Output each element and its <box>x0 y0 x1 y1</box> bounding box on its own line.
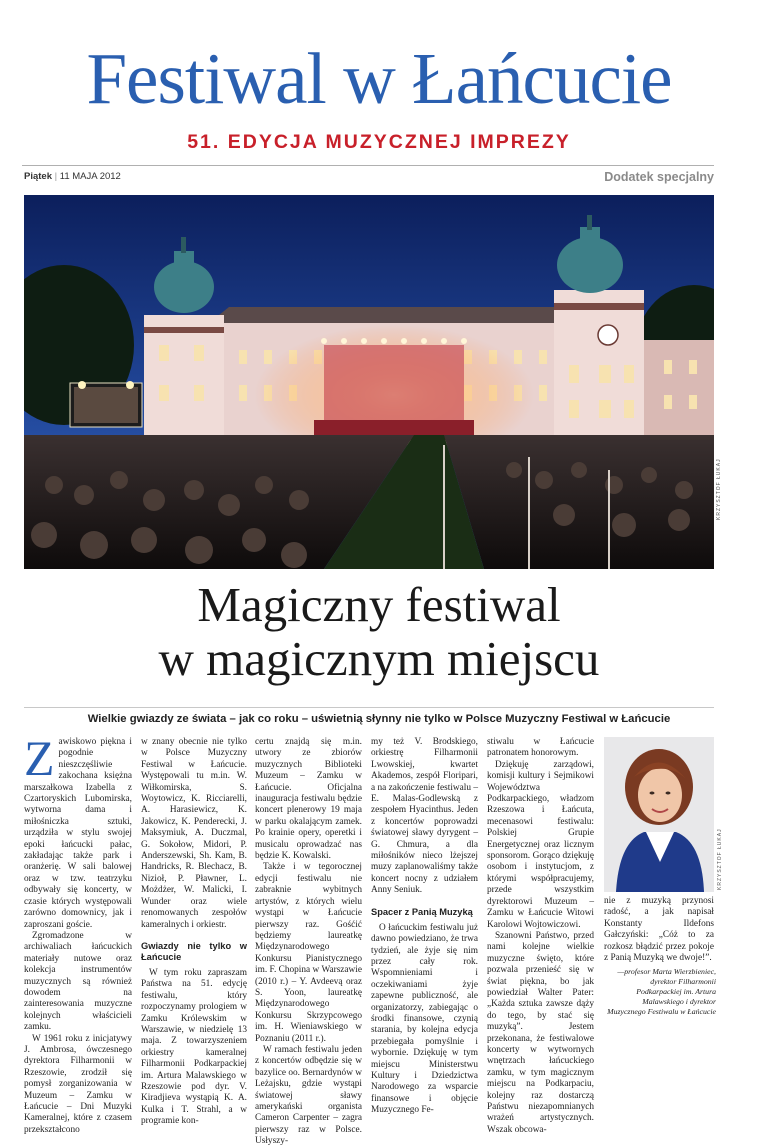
dateline-day: Piątek <box>24 171 52 182</box>
article-column-2 <box>141 737 247 1128</box>
col1-paragraph-3: W 1961 roku z inicjatywy J. Ambrosa, ówczesnego dyrektora Filharmonii w Rzeszowie, zrodził się pomysł zorganizowania w Muzeum – Zamku w Łańcucie – Dni Muzyki Kameralnej, które z czasem przekształcono <box>24 1033 132 1135</box>
dateline-date: 11 MAJA 2012 <box>59 171 121 182</box>
headline-line-2: w magicznym miejscu <box>158 631 600 686</box>
top-divider <box>22 165 714 166</box>
article-column-5 <box>487 737 594 1136</box>
headline-divider <box>24 707 714 708</box>
col4-subheading: Spacer z Panią Muzyką <box>371 906 473 917</box>
article-column-3 <box>255 737 362 1148</box>
col3-paragraph-3: W ramach festiwalu jeden z koncertów odbędzie się w bazylice oo. Bernardynów w Leżajsku, gdzie wystąpi światowej sławy amerykański organista Cameron Carpenter – zagra pierwszy raz w Polsce. Usłyszy- <box>255 1044 362 1147</box>
col5-paragraph-2: Dziękuję zarządowi, komisji kultury i Sejmikowi Województwa Podkarpackiego, władzom Rzeszowa i Łańcuta, mecenasowi festiwalu: Polskiej Grupie Energetycznej oraz licznym sponsorom. Gorąco dziękuję osobom i instytucjom, z którymi współpracujemy, przede wszystkim dyrektorowi Muzeum – Zamku w Łańcucie Witowi Karolowi Wojtowiczowi. <box>487 759 594 930</box>
col2-paragraph-2: W tym roku zapraszam Państwa na 51. edycję festiwalu, który rozpoczynamy prologiem w Zamku Królewskim w Warszawie, w niedzielę 13 maja. Z towarzyszeniem orkiestry kameralnej Filharmonii Podkarpackiej im. Artura Malawskiego w Rzeszowie pod dyr. V. Kiradjieva wystąpią K. A. Kulka i T. Strahl, a w programie kon- <box>141 967 247 1127</box>
col3-paragraph-2: Także i w tegorocznej edycji festiwalu nie zabraknie wybitnych artystów, z których wielu wystąpi w Łańcucie pierwszy raz. Gośćić będziemy laureatkę Międzynarodowego Konkursu Pianistycznego im. F. Chopina w Warszawie (2010 r.) – Y. Avdeevą oraz S. Yoon, laureatkę Międzynarodowego Konkursu Skrzypcowego im. H. Wieniawskiego w Poznaniu (2011 r.). <box>255 862 362 1044</box>
article-column-1 <box>24 730 132 1136</box>
photo-credit: KRZYSZTOF ŁUKAJ <box>716 458 722 520</box>
dateline: Piątek | 11 MAJA 2012 <box>24 171 121 182</box>
author-portrait <box>604 737 714 892</box>
supplement-label: Dodatek specjalny <box>604 170 714 184</box>
portrait-credit: KRZYSZTOF ŁUKAJ <box>717 828 723 890</box>
col1-paragraph-2: Zgromadzone w archiwaliach łańcuckich materiały nutowe oraz kolekcja instrumentów muzycznych są również dowodem na zainteresowania muzyczne kolejnych właścicieli zamku. <box>24 930 132 1033</box>
col3-paragraph-1: certu znajdą się m.in. utwory ze zbiorów muzycznych Biblioteki Muzeum – Zamku w Łańcucie. Oficjalna inauguracja festiwalu będzie koncert plenerowy 19 maja w parku okalającym zamek. Po krainie opery, operetki i musicalu oprowadzać nas będzie K. Kowalski. <box>255 737 362 862</box>
headline-line-1: Magiczny festiwal <box>197 577 561 632</box>
col2-subheading: Gwiazdy nie tylko w Łańcucie <box>141 940 247 962</box>
col4-paragraph-2: O łańcuckim festiwalu już dawno powiedziano, że trwa tydzień, ale żyje się nim przez cały rok. Wspomnieniami i oczekiwaniami żyje zapewne publiczność, ale organizatorzy, zabiegając o środki finansowe, czynią starania, by kolejna edycja przebiegała pomyślnie i wybornie. Dziękuję w tym miejscu Ministerstwu Kultury i Dziedzictwa Narodowego za wsparcie finansowe i objęcie Muzycznego Fe- <box>371 922 478 1116</box>
article-lead: Wielkie gwiazdy ze świata – jak co roku – uświetnią słynny nie tylko w Polsce Muzyczny Festiwal w Łańcucie <box>87 713 671 725</box>
article-headline <box>0 578 758 686</box>
article-column-4 <box>371 737 478 1117</box>
castle-concert-photo <box>24 195 714 569</box>
col6-paragraph-1: nie z muzyką przynosi radość, a jak napisał Konstanty Ildefons Gałczyński: „Cóż to za rozkosz błądzić przez pokoje z Panią Muzyką we dwoje!”. <box>604 896 714 964</box>
drop-cap: Z <box>24 730 55 786</box>
col2-paragraph-1: w znany obecnie nie tylko w Polsce Muzyczny Festiwal w Łańcucie. Występowali tu m.in. W. Wiłkomirska, S. Woytowicz, K. Ricciarelli, A. Harasiewicz, K. Jakowicz, K. Penderecki, J. Maksymiuk, A. Duczmal, G. Sokołow, Midori, P. Anderszewski, Sh. Kam, B. Handricks, R. Blechacz, B. Nizioł, P. Pławner, L. Możdżer, W. Malicki, I. Wunder oraz wiele renomowanych zespołów kameralnych i orkiestr. <box>141 737 247 930</box>
article-column-6 <box>604 896 714 964</box>
col5-paragraph-1: stiwalu w Łańcucie patronatem honorowym. <box>487 737 594 759</box>
masthead-subtitle: 51. EDYCJA MUZYCZNEJ IMPREZY <box>187 131 571 153</box>
col5-paragraph-3: Szanowni Państwo, przed nami kolejne wielkie muzyczne święto, które pozwala przenieść się w świat piękna, bo jak powiedział Walter Pater: „Każda sztuka zawsze dąży do tego, by stać się muzyką”. Jestem przekonana, że festiwalowe koncerty w wytwornych wnętrzach łańcuckiego zamku, w tym magicznym miejscu na Podkarpaciu, kolejny raz dostarczą Państwu niezapomnianych wrażeń artystycznych. Wszak obcowa- <box>487 930 594 1135</box>
col1-paragraph-1: awiskowo piękna i pogodnie nieszczęśliwie zakochana księżna marszałkowa Izabella z Czartoryskich Lubomirska, wytworna dama i miłośniczka sztuki, urządziła w stylu swojej epoki łańcucki pałac, zakładając także park i oranżerię. W sali balowej oraz w tzw. teatrzyku odbywały się koncerty, w czasie których występowali zarówno domownicy, jak i zaproszani goście. <box>24 737 132 930</box>
masthead-title: Festiwal w Łańcucie <box>86 38 672 119</box>
author-signature: —profesor Marta Wierzbieniec, dyrektor Filharmonii Podkarpackiej im. Artura Malawskiego i dyrektor Muzycznego Festiwalu w Łańcucie <box>607 967 716 1016</box>
col4-paragraph-1: my też V. Brodskiego, orkiestrę Filharmonii Lwowskiej, kwartet Akademos, zespół Floripari, a na zakończenie festiwalu – E. Malas-Godlewską z zespołem Hyacinthus. Jeden z koncertów poprowadzi światowej sławy dyrygent – G. Chmura, a dla miłośników nieco lżejszej muzy zaplanowaliśmy także koncert nocny z udziałem Anny Seniuk. <box>371 737 478 896</box>
